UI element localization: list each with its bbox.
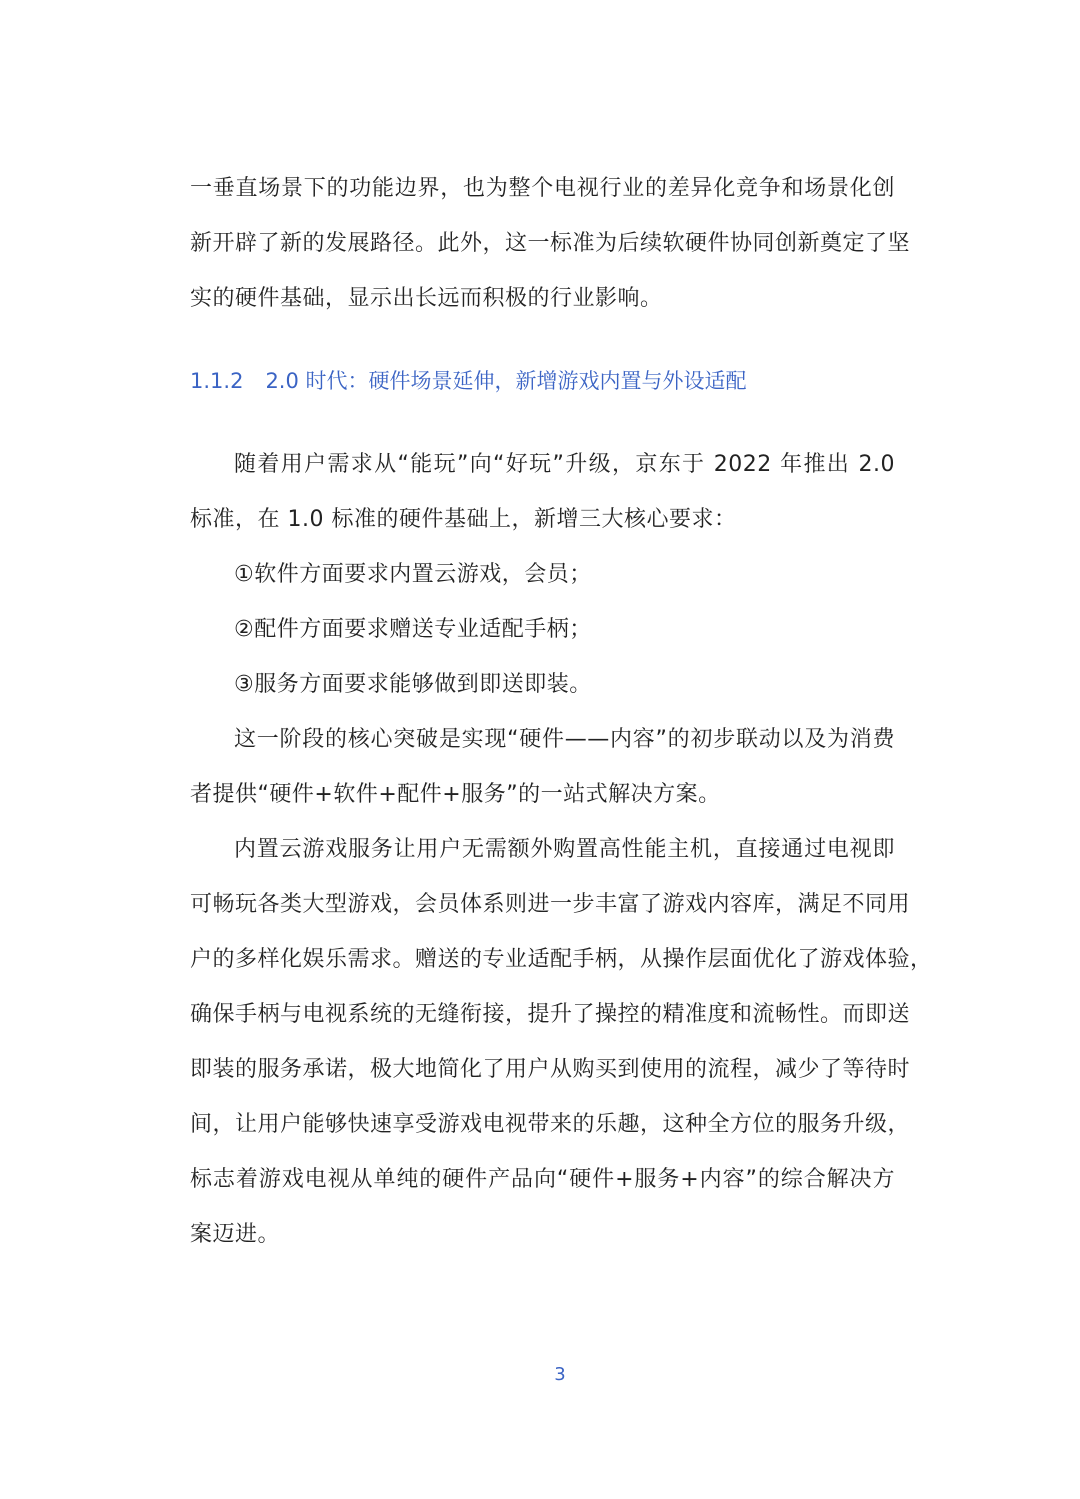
list-item: ②配件方面要求赠送专业适配手柄； xyxy=(234,617,592,642)
paragraph-line: 标准，在 1.0 标准的硬件基础上，新增三大核心要求： xyxy=(190,507,737,532)
detail-paragraph xyxy=(190,822,933,1262)
paragraph-line: 间，让用户能够快速享受游戏电视带来的乐趣，这种全方位的服务升级， xyxy=(190,1112,911,1137)
paragraph-line: 案迈进。 xyxy=(190,1222,281,1247)
page-number: 3 xyxy=(554,1364,566,1385)
list-item: ③服务方面要求能够做到即送即装。 xyxy=(234,672,592,697)
paragraph-line: 新开辟了新的发展路径。此外，这一标准为后续软硬件协同创新奠定了坚 xyxy=(190,231,911,256)
paragraph-line: 实的硬件基础，显示出长远而积极的行业影响。 xyxy=(190,286,663,311)
paragraph-line: 即装的服务承诺，极大地简化了用户从购买到使用的流程，减少了等待时 xyxy=(190,1057,911,1082)
paragraph-line: 随着用户需求从“能玩”向“好玩”升级，京东于 2022 年推出 2.0 xyxy=(234,452,895,477)
section-heading xyxy=(190,361,747,401)
intro-paragraph xyxy=(190,437,895,547)
top-paragraph xyxy=(190,161,911,326)
requirements-list xyxy=(190,547,895,712)
paragraph-line: 户的多样化娱乐需求。赠送的专业适配手柄，从操作层面优化了游戏体验， xyxy=(190,947,933,972)
paragraph-line: 者提供“硬件+软件+配件+服务”的一站式解决方案。 xyxy=(190,782,721,807)
paragraph-line: 内置云游戏服务让用户无需额外购置高性能主机，直接通过电视即 xyxy=(234,837,895,862)
paragraph-line: 一垂直场景下的功能边界，也为整个电视行业的差异化竞争和场景化创 xyxy=(190,176,895,201)
section-title: 2.0 时代：硬件场景延伸，新增游戏内置与外设适配 xyxy=(265,369,747,393)
paragraph-line: 可畅玩各类大型游戏，会员体系则进一步丰富了游戏内容库，满足不同用 xyxy=(190,892,911,917)
list-item: ①软件方面要求内置云游戏，会员； xyxy=(234,562,592,587)
paragraph-line: 标志着游戏电视从单纯的硬件产品向“硬件+服务+内容”的综合解决方 xyxy=(190,1167,895,1192)
breakthrough-paragraph xyxy=(190,712,895,822)
section-number: 1.1.2 xyxy=(190,369,244,393)
paragraph-line: 这一阶段的核心突破是实现“硬件——内容”的初步联动以及为消费 xyxy=(234,727,896,752)
paragraph-line: 确保手柄与电视系统的无缝衔接，提升了操控的精准度和流畅性。而即送 xyxy=(190,1002,911,1027)
